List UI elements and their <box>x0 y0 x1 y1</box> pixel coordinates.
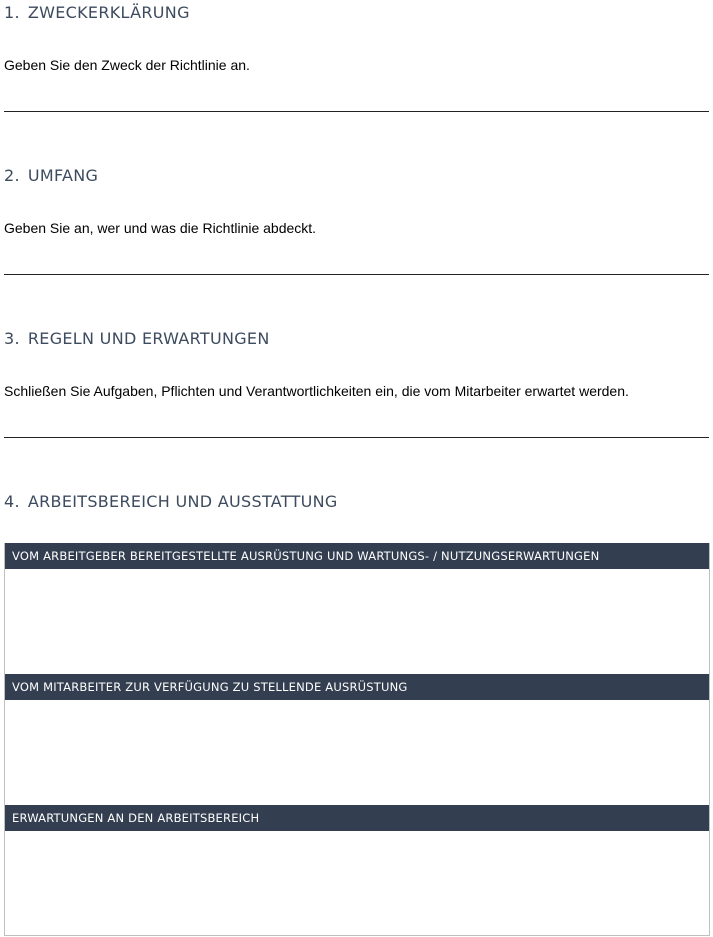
table-row-header: VOM MITARBEITER ZUR VERFÜGUNG ZU STELLENDE AUSRÜSTUNG <box>5 674 709 700</box>
equipment-table <box>4 543 710 936</box>
table-row-header: ERWARTUNGEN AN DEN ARBEITSBEREICH <box>5 805 709 831</box>
table-row-content-field[interactable] <box>5 831 709 935</box>
section-title: ZWECKERKLÄRUNG <box>27 3 190 22</box>
section-title: ARBEITSBEREICH UND AUSSTATTUNG <box>27 492 338 511</box>
section-heading <box>4 329 270 348</box>
section-number: 4. <box>4 492 20 511</box>
section-instruction-text[interactable]: Schließen Sie Aufgaben, Pflichten und Verantwortlichkeiten ein, die vom Mitarbeiter erwartet werden. <box>4 383 629 399</box>
table-row-content-field[interactable] <box>5 700 709 805</box>
section-title: REGELN UND ERWARTUNGEN <box>27 329 270 348</box>
section-heading <box>4 492 338 511</box>
section-number: 3. <box>4 329 20 348</box>
section-title: UMFANG <box>27 166 99 185</box>
section-heading <box>4 3 190 22</box>
section-instruction-text[interactable]: Geben Sie den Zweck der Richtlinie an. <box>4 57 250 73</box>
section-number: 1. <box>4 3 20 22</box>
table-row-header: VOM ARBEITGEBER BEREITGESTELLTE AUSRÜSTUNG UND WARTUNGS- / NUTZUNGSERWARTUNGEN <box>5 543 709 569</box>
section-instruction-text[interactable]: Geben Sie an, wer und was die Richtlinie abdeckt. <box>4 220 317 236</box>
section-heading <box>4 166 98 185</box>
section-divider <box>4 274 709 275</box>
section-number: 2. <box>4 166 20 185</box>
section-divider <box>4 437 709 438</box>
section-divider <box>4 111 709 112</box>
table-row-content-field[interactable] <box>5 569 709 674</box>
